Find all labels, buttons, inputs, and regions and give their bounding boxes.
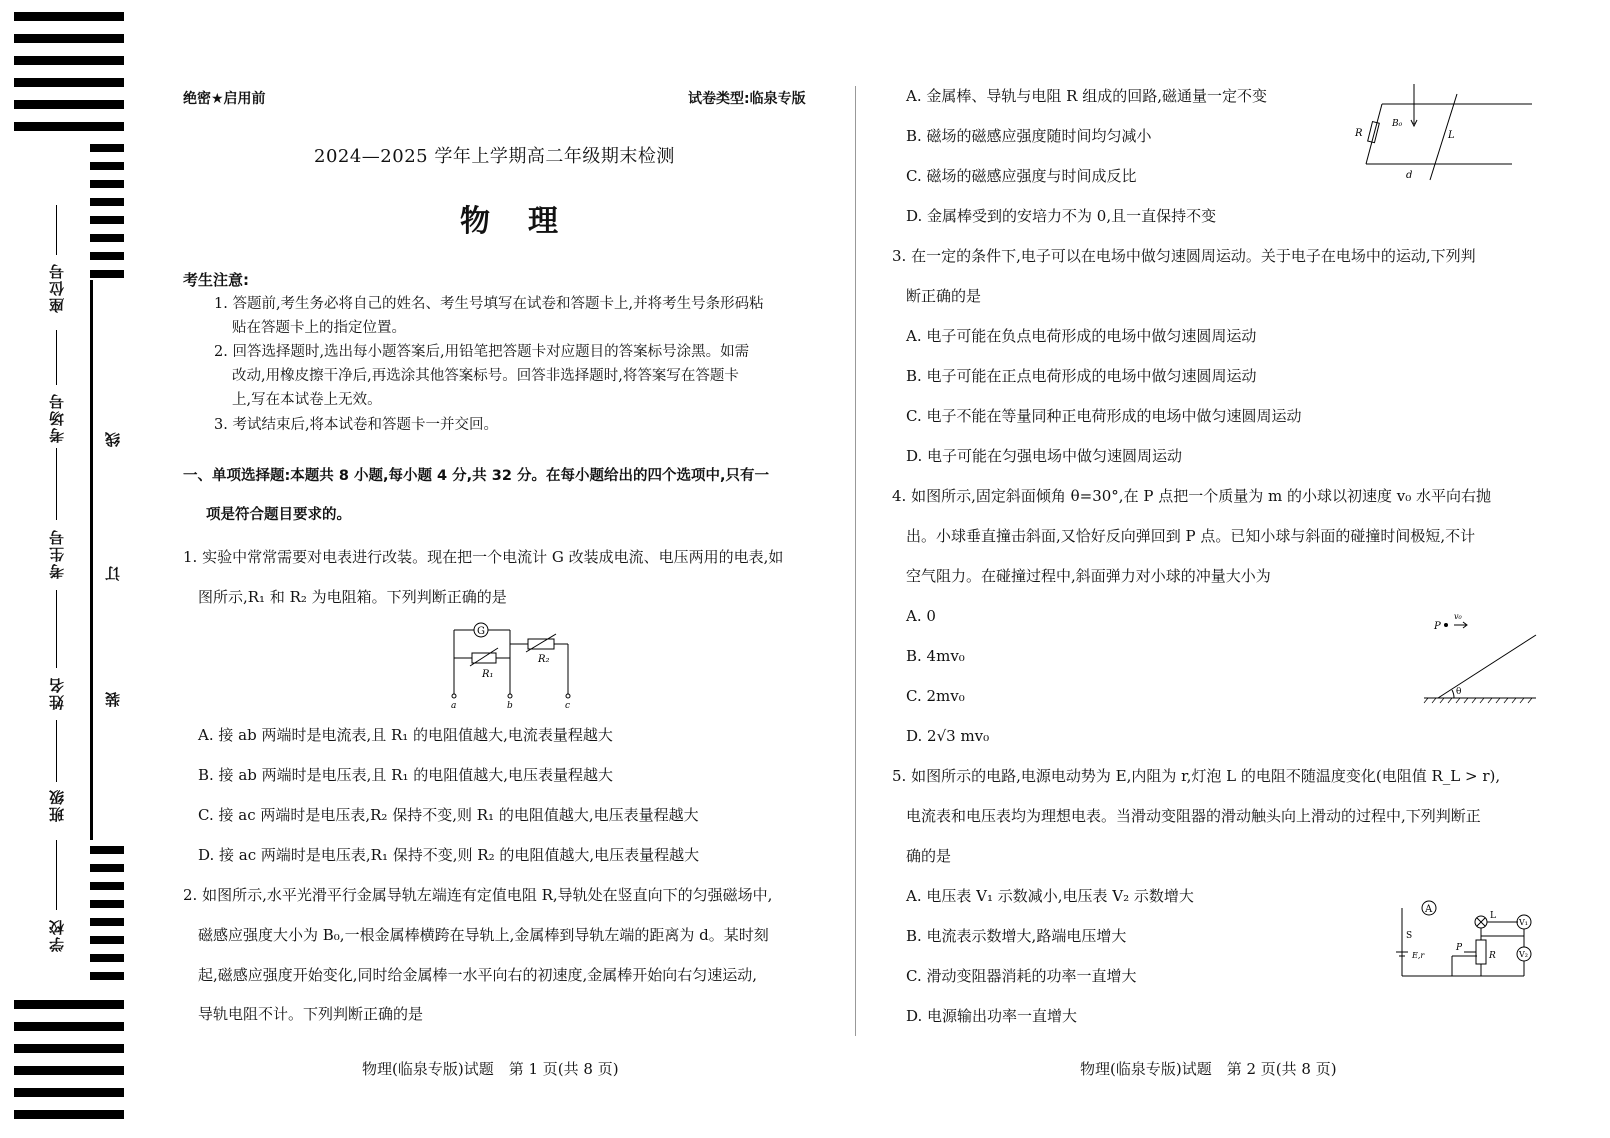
- column-divider: [855, 86, 856, 1036]
- barcode-bar: [14, 1066, 124, 1075]
- barcode-bar: [90, 252, 124, 260]
- q3-option-a: A. 电子可能在负点电荷形成的电场中做匀速圆周运动: [906, 327, 1257, 345]
- barcode-bar: [14, 100, 124, 109]
- notice-heading: 考生注意:: [183, 271, 249, 289]
- q4-option-c: C. 2mv₀: [906, 687, 965, 705]
- q5-circuit-figure: [1392, 896, 1542, 984]
- label-c: c: [565, 701, 571, 711]
- q4-option-b: B. 4mv₀: [906, 647, 965, 665]
- q1-stem: 1. 实验中常常需要对电表进行改装。现在把一个电流计 G 改装成电流、电压两用的电表,如: [183, 548, 784, 566]
- q4-stem: 4. 如图所示,固定斜面倾角 θ=30°,在 P 点把一个质量为 m 的小球以初速度 v₀ 水平向右抛: [892, 487, 1491, 505]
- label-theta: θ: [1456, 687, 1462, 697]
- barcode-bar: [90, 972, 124, 980]
- barcode-bar: [90, 954, 124, 962]
- field-line[interactable]: [56, 590, 57, 668]
- q2-stem: 2. 如图所示,水平光滑平行金属导轨左端连有定值电阻 R,导轨处在竖直向下的匀强磁场中,: [183, 886, 773, 904]
- cut-mark-bind: 订: [104, 566, 122, 581]
- q5-option-c: C. 滑动变阻器消耗的功率一直增大: [906, 967, 1137, 985]
- field-line[interactable]: [56, 840, 57, 910]
- q2-stem: 导轨电阻不计。下列判断正确的是: [198, 1005, 424, 1023]
- footer-page-2: 物理(临泉专版)试题 第 2 页(共 8 页): [1080, 1060, 1337, 1078]
- footer-page-1: 物理(临泉专版)试题 第 1 页(共 8 页): [362, 1060, 619, 1078]
- label-rheostat: R: [1489, 951, 1496, 961]
- label-v2: V₂: [1519, 950, 1528, 959]
- q2-stem: 起,磁感应强度开始变化,同时给金属棒一水平向右的初速度,金属棒开始向右匀速运动,: [198, 966, 758, 984]
- barcode-bar: [90, 162, 124, 170]
- q2-option-b: B. 磁场的磁感应强度随时间均匀减小: [906, 127, 1152, 145]
- q4-incline-figure: [1420, 608, 1540, 704]
- q5-stem: 5. 如图所示的电路,电源电动势为 E,内阻为 r,灯泡 L 的电阻不随温度变化(电阻值 R_L > r),: [892, 767, 1501, 785]
- field-name: 姓名: [48, 676, 66, 710]
- q1-option-c: C. 接 ac 两端时是电压表,R₂ 保持不变,则 R₁ 的电阻值越大,电压表量程越大: [198, 806, 699, 824]
- field-exam-room: 考场号: [48, 392, 66, 443]
- label-b: b: [507, 701, 513, 711]
- barcode-bar: [14, 1088, 124, 1097]
- label-g: G: [477, 626, 485, 637]
- label-v1: V₁: [1519, 918, 1528, 927]
- q1-option-a: A. 接 ab 两端时是电流表,且 R₁ 的电阻值越大,电流表量程越大: [198, 726, 613, 744]
- barcode-bar: [14, 12, 124, 21]
- paper-type-label: 试卷类型:临泉专版: [688, 91, 806, 107]
- barcode-bar: [90, 180, 124, 188]
- notice-line: 3. 考试结束后,将本试卷和答题卡一并交回。: [214, 417, 499, 433]
- q5-stem: 电流表和电压表均为理想电表。当滑动变阻器的滑动触头向上滑动的过程中,下列判断正: [906, 807, 1481, 825]
- q1-circuit-figure: [448, 620, 578, 711]
- label-switch: S: [1406, 931, 1413, 941]
- barcode-bar: [90, 936, 124, 944]
- barcode-bar: [90, 846, 124, 854]
- ball: [1444, 623, 1448, 627]
- q5-stem: 确的是: [906, 847, 952, 865]
- q2-option-c: C. 磁场的磁感应强度与时间成反比: [906, 167, 1137, 185]
- barcode-bar: [14, 1110, 124, 1119]
- label-ammeter: A: [1425, 904, 1433, 915]
- barcode-bar: [90, 918, 124, 926]
- barcode-bar: [14, 1044, 124, 1053]
- cut-mark-line: 线: [104, 432, 122, 447]
- label-source: E,r: [1412, 951, 1425, 960]
- barcode-bar: [14, 34, 124, 43]
- q5-option-d: D. 电源输出功率一直增大: [906, 1007, 1078, 1025]
- field-line[interactable]: [56, 205, 57, 255]
- barcode-bar: [14, 78, 124, 87]
- field-line[interactable]: [56, 330, 57, 385]
- q4-stem: 出。小球垂直撞击斜面,又恰好反向弹回到 P 点。已知小球与斜面的碰撞时间极短,不计: [906, 527, 1476, 545]
- q1-option-b: B. 接 ab 两端时是电压表,且 R₁ 的电阻值越大,电压表量程越大: [198, 766, 614, 784]
- barcode-bar: [90, 900, 124, 908]
- q4-option-a: A. 0: [906, 607, 936, 625]
- barcode-bar: [14, 122, 124, 131]
- label-lamp: L: [1490, 911, 1496, 921]
- q4-stem: 空气阻力。在碰撞过程中,斜面弹力对小球的冲量大小为: [906, 567, 1271, 585]
- notice-line: 1. 答题前,考生务必将自己的姓名、考生号填写在试卷和答题卡上,并将考生号条形码粘: [214, 296, 764, 312]
- barcode-bar: [90, 216, 124, 224]
- label-d: d: [1406, 170, 1413, 181]
- label-b0: B₀: [1392, 119, 1403, 129]
- q4-option-d: D. 2√3 mv₀: [906, 727, 990, 745]
- notice-line: 2. 回答选择题时,选出每小题答案后,用铅笔把答题卡对应题目的答案标号涂黑。如需: [214, 344, 750, 360]
- subject-title: 物理: [460, 204, 596, 239]
- barcode-bar: [90, 882, 124, 890]
- barcode-bar: [14, 56, 124, 65]
- q2-stem: 磁感应强度大小为 B₀,一根金属棒横跨在导轨上,金属棒到导轨左端的距离为 d。某时刻: [198, 926, 769, 944]
- label-r: R: [1355, 128, 1363, 139]
- q5-option-b: B. 电流表示数增大,路端电压增大: [906, 927, 1127, 945]
- q3-stem: 3. 在一定的条件下,电子可以在电场中做匀速圆周运动。关于电子在电场中的运动,下列判: [892, 247, 1476, 265]
- barcode-bar: [90, 198, 124, 206]
- q3-option-c: C. 电子不能在等量同种正电荷形成的电场中做匀速圆周运动: [906, 407, 1302, 425]
- notice-line: 上,写在本试卷上无效。: [232, 392, 382, 408]
- field-class: 班级: [48, 788, 66, 822]
- label-p: P: [1434, 621, 1441, 632]
- label-v0: v₀: [1454, 612, 1462, 621]
- q3-option-d: D. 电子可能在匀强电场中做匀速圆周运动: [906, 447, 1183, 465]
- q5-option-a: A. 电压表 V₁ 示数减小,电压表 V₂ 示数增大: [906, 887, 1194, 905]
- barcode-bar: [90, 270, 124, 278]
- q2-option-d: D. 金属棒受到的安培力不为 0,且一直保持不变: [906, 207, 1217, 225]
- section-heading: 一、单项选择题:本题共 8 小题,每小题 4 分,共 32 分。在每小题给出的四个选项中,只有一: [183, 468, 769, 484]
- confidential-label: 绝密★启用前: [183, 91, 266, 107]
- q2-rail-figure: [1352, 80, 1532, 180]
- field-seat-number: 座位号: [48, 262, 66, 313]
- field-school: 学校: [48, 918, 66, 952]
- q3-option-b: B. 电子可能在正点电荷形成的电场中做匀速圆周运动: [906, 367, 1257, 385]
- q2-option-a: A. 金属棒、导轨与电阻 R 组成的回路,磁通量一定不变: [906, 87, 1267, 105]
- label-r2: R₂: [538, 654, 550, 665]
- q1-stem: 图所示,R₁ 和 R₂ 为电阻箱。下列判断正确的是: [198, 588, 507, 606]
- cut-mark-install: 装: [104, 692, 122, 707]
- notice-line: 贴在答题卡上的指定位置。: [232, 320, 406, 336]
- section-heading-cont: 项是符合题目要求的。: [206, 507, 351, 523]
- q3-stem: 断正确的是: [906, 287, 982, 305]
- barcode-bar: [90, 234, 124, 242]
- field-exam-number: 考生号: [48, 528, 66, 579]
- label-r1: R₁: [482, 669, 494, 680]
- field-line[interactable]: [56, 720, 57, 782]
- barcode-bar: [90, 864, 124, 872]
- barcode-bar: [14, 1000, 124, 1009]
- label-l: L: [1448, 130, 1455, 141]
- barcode-bar: [14, 1022, 124, 1031]
- barcode-bar: [90, 144, 124, 152]
- binding-line: [90, 280, 93, 840]
- q1-option-d: D. 接 ac 两端时是电压表,R₁ 保持不变,则 R₂ 的电阻值越大,电压表量程越大: [198, 846, 700, 864]
- label-a: a: [451, 701, 457, 711]
- notice-line: 改动,用橡皮擦干净后,再选涂其他答案标号。回答非选择题时,将答案写在答题卡: [232, 368, 739, 384]
- page-title: 2024—2025 学年上学期高二年级期末检测: [314, 146, 675, 167]
- label-slider: P: [1456, 943, 1463, 953]
- field-line[interactable]: [56, 448, 57, 520]
